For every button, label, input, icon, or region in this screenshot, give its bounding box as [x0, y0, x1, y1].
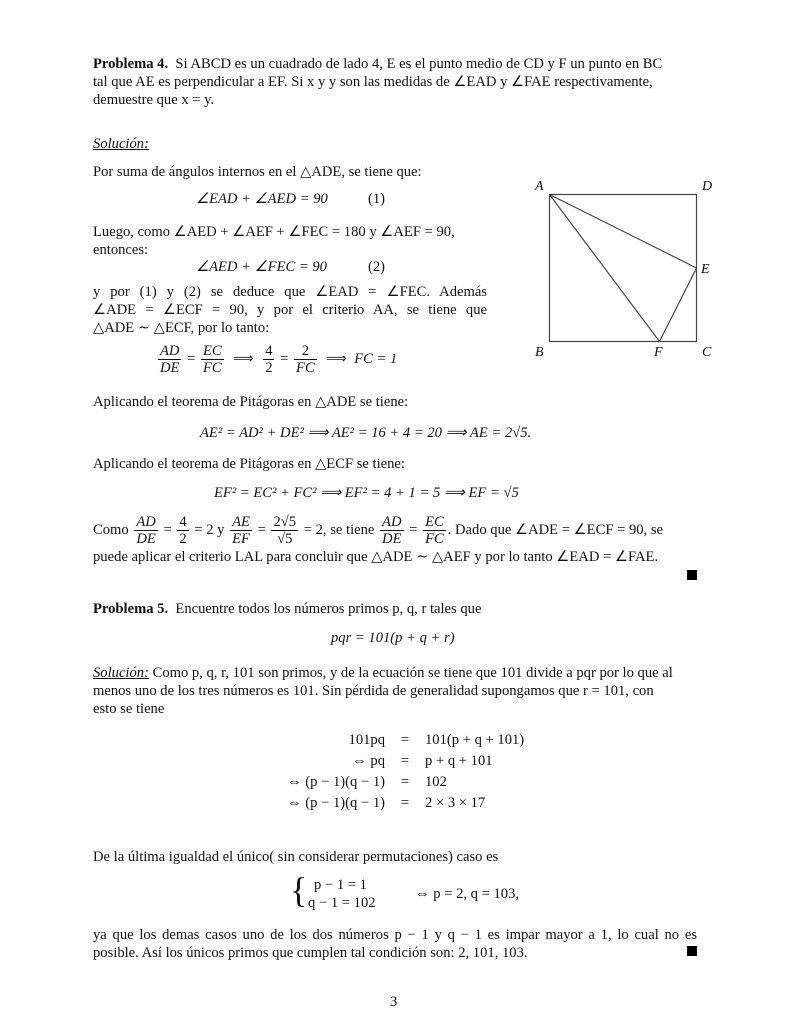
- luego-line2: entonces:: [93, 242, 149, 258]
- denominator: DE: [382, 531, 402, 547]
- label-e: E: [701, 262, 710, 277]
- relation: =: [400, 753, 410, 769]
- fraction-ec-fc: [201, 343, 224, 376]
- problem5-text: Encuentre todos los números primos p, q, r tales que: [175, 601, 482, 617]
- label-b: B: [535, 345, 544, 360]
- equation-row: [248, 751, 524, 772]
- conclusion-line: puede aplicar el criterio LAL para concluir que △ADE ∼ △AEF y por lo tanto ∠EAD = ∠FAE.: [93, 549, 659, 565]
- equals-sign: =: [257, 521, 266, 538]
- relation: =: [400, 795, 410, 811]
- left-brace-icon: {: [290, 870, 308, 910]
- equals-sign: =: [280, 350, 289, 367]
- equals-sign: =: [187, 350, 196, 367]
- lhs: ⇔ (p − 1)(q − 1): [287, 795, 385, 811]
- problem5-main-equation: pqr = 101(p + q + r): [331, 630, 455, 646]
- fc-result: FC = 1: [354, 350, 398, 367]
- numerator: 4: [179, 514, 187, 530]
- numerator: EC: [203, 343, 222, 359]
- text-segment: = 2, se tiene: [303, 521, 375, 538]
- equation-row: [248, 772, 524, 793]
- denominator: FC: [296, 360, 315, 376]
- denominator: FC: [203, 360, 222, 376]
- numerator: AE: [232, 514, 250, 530]
- numerator: 2√5: [273, 514, 297, 530]
- problem4-intro: Por suma de ángulos internos en el △ADE, se tiene que:: [93, 164, 422, 180]
- relation: =: [400, 732, 410, 748]
- fraction-2sqrt5-sqrt5: [271, 514, 298, 547]
- label-c: C: [702, 345, 712, 360]
- lhs: 101pq: [348, 732, 385, 748]
- ratio-equation: [156, 343, 397, 376]
- problem4-line2: tal que AE es perpendicular a EF. Si x y y son las medidas de ∠EAD y ∠FAE respectivamente,: [93, 74, 653, 90]
- problem5-solution-line2: menos uno de los tres números es 101. Sin pérdida de generalidad supongamos que r = 101, con: [93, 683, 654, 699]
- fraction-ad-de: [380, 514, 403, 547]
- rhs: p + q + 101: [425, 753, 493, 769]
- text-segment: . Dado que ∠ADE = ∠ECF = 90, se: [447, 521, 664, 538]
- problem4-statement: [93, 55, 697, 109]
- label-f: F: [654, 345, 663, 360]
- fraction-ad-de: [134, 514, 157, 547]
- page-number: 3: [390, 994, 398, 1010]
- rhs: 102: [425, 774, 447, 790]
- problem4-line1: Si ABCD es un cuadrado de lado 4, E es el punto medio de CD y F un punto en BC: [175, 56, 663, 72]
- numerator: EC: [425, 514, 444, 530]
- rhs: 2 × 3 × 17: [425, 795, 486, 811]
- problem4-line3: demuestre que x = y.: [93, 92, 215, 108]
- problem5-heading: Problema 5.: [93, 601, 169, 617]
- luego-line1: Luego, como ∠AED + ∠AEF + ∠FEC = 180 y ∠AEF = 90,: [93, 224, 455, 240]
- segment-ae: [550, 195, 697, 269]
- equation-row: [248, 793, 524, 814]
- text-segment: = 2 y: [194, 521, 225, 538]
- denominator: FC: [425, 531, 444, 547]
- fraction-4-2: [263, 343, 274, 376]
- problem4-solution-label: [93, 135, 149, 153]
- fraction-4-2: [177, 514, 188, 547]
- denominator: √5: [277, 531, 293, 547]
- aligned-equations: [248, 730, 524, 814]
- equation-1-tag: (1): [368, 191, 386, 207]
- final-line1: ya que los demas casos uno de los dos números p − 1 y q − 1 es impar mayor a 1, lo cual no es: [93, 927, 697, 943]
- segment-ef: [660, 268, 697, 342]
- implies-arrow: ⟹: [325, 350, 347, 367]
- problem5-solution-line3: esto se tiene: [93, 701, 165, 717]
- problem4-heading: Problema 4.: [93, 56, 169, 72]
- lhs: ⇔ pq: [352, 753, 385, 769]
- solution-text: Como p, q, r, 101 son primos, y de la ecuación se tiene que 101 divide a pqr por lo que al: [148, 665, 673, 681]
- label-a: A: [535, 179, 544, 194]
- numerator: AD: [382, 514, 402, 530]
- equals-sign: =: [409, 521, 418, 538]
- segment-af: [550, 195, 660, 342]
- deduce-line3: △ADE ∼ △ECF, por lo tanto:: [93, 320, 270, 336]
- equals-sign: =: [163, 521, 172, 538]
- system-row-1: p − 1 = 1: [314, 877, 367, 893]
- denominator: 2: [265, 360, 273, 376]
- ultima-igualdad: De la última igualdad el único( sin considerar permutaciones) caso es: [93, 849, 499, 865]
- equation-row: [248, 730, 524, 751]
- pythagoras-equation-2: EF² = EC² + FC² ⟹ EF² = 4 + 1 = 5 ⟹ EF = √5: [214, 485, 519, 501]
- como-word: Como: [93, 521, 129, 538]
- geometry-figure: [520, 170, 720, 370]
- label-d: D: [702, 179, 713, 194]
- equation-2: ∠AED + ∠FEC = 90: [196, 259, 327, 275]
- final-line2: posible. Así los únicos primos que cumplen tal condición son: 2, 101, 103.: [93, 945, 528, 961]
- como-line: [93, 514, 663, 547]
- pythagoras-intro-1: Aplicando el teorema de Pitágoras en △ADE se tiene:: [93, 394, 409, 410]
- rhs: 101(p + q + 101): [425, 732, 525, 748]
- numerator: 2: [294, 343, 317, 360]
- problem5-statement: [93, 600, 481, 618]
- problem5-solution-line1: [93, 664, 697, 682]
- system-row-2: q − 1 = 102: [308, 895, 376, 911]
- fraction-ec-fc: [423, 514, 446, 547]
- deduce-line1: y por (1) y (2) se deduce que ∠EAD = ∠FEC. Además: [93, 284, 487, 300]
- fraction-ad-de: [158, 343, 181, 376]
- pythagoras-intro-2: Aplicando el teorema de Pitágoras en △ECF se tiene:: [93, 456, 405, 472]
- pythagoras-equation-1: AE² = AD² + DE² ⟹ AE² = 16 + 4 = 20 ⟹ AE = 2√5.: [200, 425, 532, 441]
- square-abcd: [550, 195, 697, 342]
- numerator: 4: [265, 343, 273, 359]
- denominator: DE: [136, 531, 156, 547]
- qed-square-icon: [687, 570, 697, 580]
- equation-2-tag: (2): [368, 259, 386, 275]
- lhs: ⇔ (p − 1)(q − 1): [287, 774, 385, 790]
- system-result: ⇔ p = 2, q = 103,: [415, 886, 520, 902]
- numerator: AD: [160, 343, 180, 359]
- fraction-2-fc: [294, 343, 317, 376]
- qed-square-icon: [687, 946, 697, 956]
- denominator: 2: [179, 531, 187, 547]
- denominator: DE: [160, 360, 180, 376]
- solution-label: Solución:: [93, 665, 149, 681]
- implies-arrow: ⟹: [232, 350, 254, 367]
- deduce-line2: ∠ADE = ∠ECF = 90, y por el criterio AA, se tiene que: [93, 302, 487, 318]
- solution-label: Solución:: [93, 136, 149, 152]
- equation-1: ∠EAD + ∠AED = 90: [196, 191, 328, 207]
- fraction-ae-ef: [230, 514, 252, 547]
- relation: =: [400, 774, 410, 790]
- numerator: AD: [136, 514, 156, 530]
- denominator: EF: [232, 531, 250, 547]
